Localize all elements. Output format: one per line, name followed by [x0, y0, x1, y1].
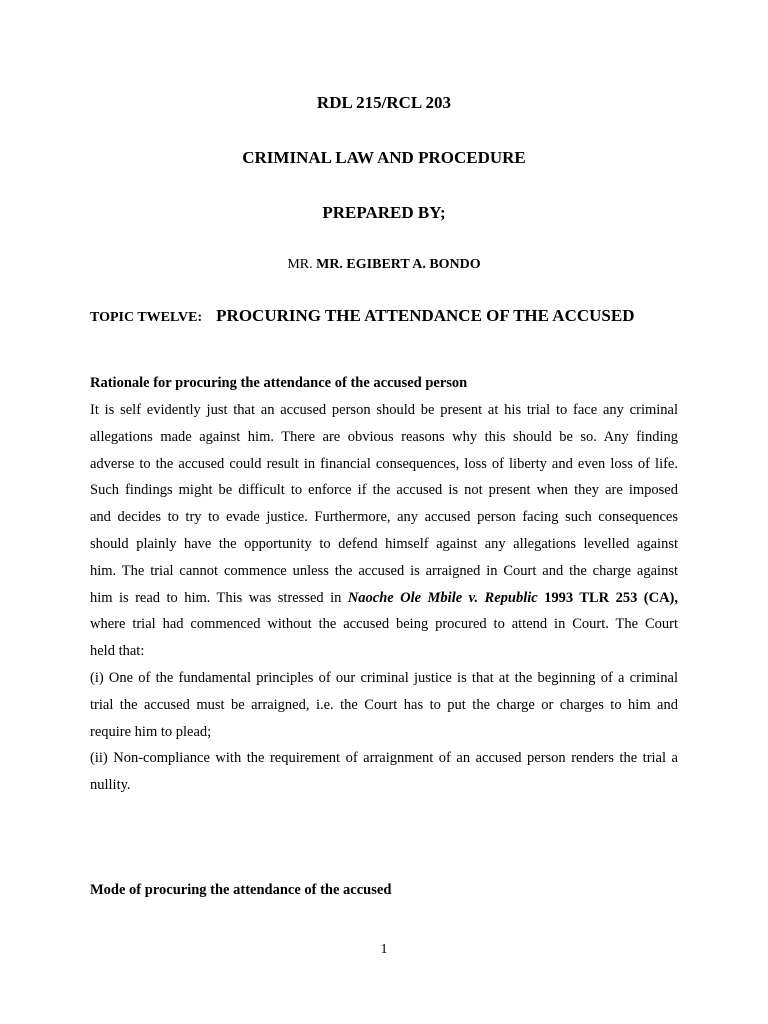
text-line: require him to plead;: [90, 723, 212, 740]
case-intro-text: him is read to him. This was stressed in: [90, 589, 342, 606]
section-heading-mode: Mode of procuring the attendance of the accused: [90, 882, 392, 898]
case-citation: 1993 TLR 253 (CA),: [544, 589, 678, 606]
course-title: CRIMINAL LAW AND PROCEDURE: [242, 148, 526, 167]
topic-title: PROCURING THE ATTENDANCE OF THE ACCUSED: [216, 306, 635, 325]
prepared-by-label: PREPARED BY;: [322, 203, 446, 222]
author-prefix: MR.: [287, 257, 313, 272]
text-line-case-reference: [90, 585, 678, 612]
holding-item-ii: (ii) Non-compliance with the requirement of arraignment of an accused person renders the trial a: [90, 750, 678, 767]
text-line: Such findings might be difficult to enforce if the accused is not present when they are imposed: [90, 482, 678, 499]
holding-item-i: (i) One of the fundamental principles of our criminal justice is that at the beginning of a criminal: [90, 669, 678, 686]
topic-label: TOPIC TWELVE:: [90, 310, 203, 325]
paragraph-rationale: [90, 397, 678, 799]
text-line: held that:: [90, 643, 145, 660]
author-line: [0, 257, 768, 273]
author-name: MR. EGIBERT A. BONDO: [316, 257, 481, 272]
text-line: him. The trial cannot commence unless the accused is arraigned in Court and the charge against: [90, 562, 678, 579]
text-line: nullity.: [90, 777, 131, 794]
page-number: 1: [380, 942, 388, 957]
case-name: Naoche Ole Mbile v. Republic: [347, 589, 538, 606]
text-line: trial the accused must be arraigned, i.e. the Court has to put the charge or charges to him and: [90, 696, 678, 713]
text-line: should plainly have the opportunity to defend himself against any allegations levelled against: [90, 535, 678, 552]
section-heading-rationale: Rationale for procuring the attendance of the accused person: [90, 375, 468, 391]
course-code: RDL 215/RCL 203: [316, 93, 452, 112]
text-line: where trial had commenced without the accused being procured to attend in Court. The Court: [90, 616, 678, 633]
text-line: adverse to the accused could result in financial consequences, loss of liberty and even loss of life.: [90, 455, 678, 472]
text-line: allegations made against him. There are obvious reasons why this should be so. Any finding: [90, 428, 678, 445]
text-line: It is self evidently just that an accused person should be present at his trial to face any criminal: [90, 402, 678, 418]
text-line: and decides to try to evade justice. Furthermore, any accused person facing such consequences: [90, 509, 678, 526]
topic-line: [90, 306, 634, 326]
